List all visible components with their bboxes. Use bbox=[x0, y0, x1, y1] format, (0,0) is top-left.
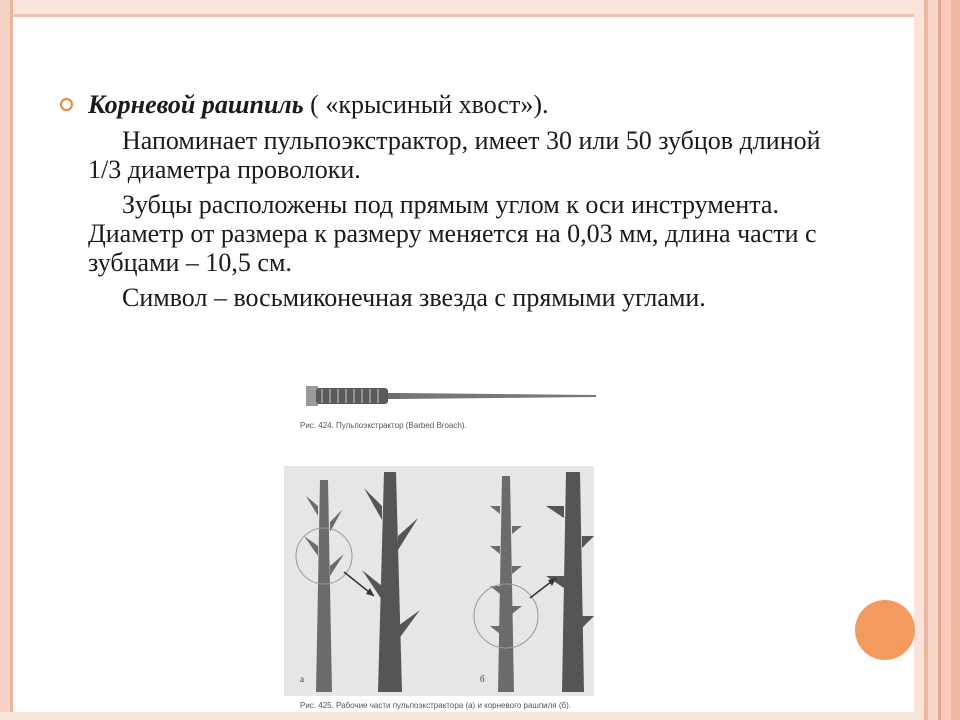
working-parts-image bbox=[284, 466, 594, 696]
caption-top: Рис. 424. Пульпоэкстрактор (Barbed Broach). bbox=[300, 421, 467, 430]
paragraph-2 bbox=[88, 190, 822, 277]
paragraph-3 bbox=[88, 283, 822, 312]
figure bbox=[300, 378, 600, 710]
frame-bottom bbox=[0, 712, 960, 720]
frame-left-line bbox=[10, 0, 13, 720]
term: Корневой рашпиль bbox=[88, 90, 304, 119]
decorative-circle bbox=[855, 600, 915, 660]
paragraph-1 bbox=[88, 126, 822, 184]
label-b: б bbox=[480, 674, 485, 684]
barbed-broach-image bbox=[300, 378, 600, 416]
caption-bottom: Рис. 425. Рабочие части пульпоэкстрактора (а) и корневого рашпиля (б). bbox=[300, 701, 571, 710]
frame-top bbox=[0, 0, 960, 14]
frame-left bbox=[0, 0, 10, 720]
bullet-line bbox=[88, 90, 822, 120]
slide-content bbox=[62, 90, 822, 312]
bullet-icon bbox=[60, 98, 73, 111]
paragraph-3-text: Символ – восьмиконечная звезда с прямыми углами. bbox=[122, 283, 706, 312]
frame-top-line bbox=[0, 14, 960, 17]
label-a: а bbox=[300, 674, 304, 684]
term-suffix: ( «крысиный хвост»). bbox=[303, 90, 549, 119]
right-stripes bbox=[914, 0, 960, 720]
paragraph-2-text: Зубцы расположены под прямым углом к оси инструмента. Диаметр от размера к размеру меняется на 0,03 мм, длина части с зубцами – 10,5 см. bbox=[88, 190, 817, 277]
paragraph-1-text: Напоминает пульпоэкстрактор, имеет 30 или 50 зубцов длиной 1/3 диаметра проволоки. bbox=[88, 126, 821, 184]
